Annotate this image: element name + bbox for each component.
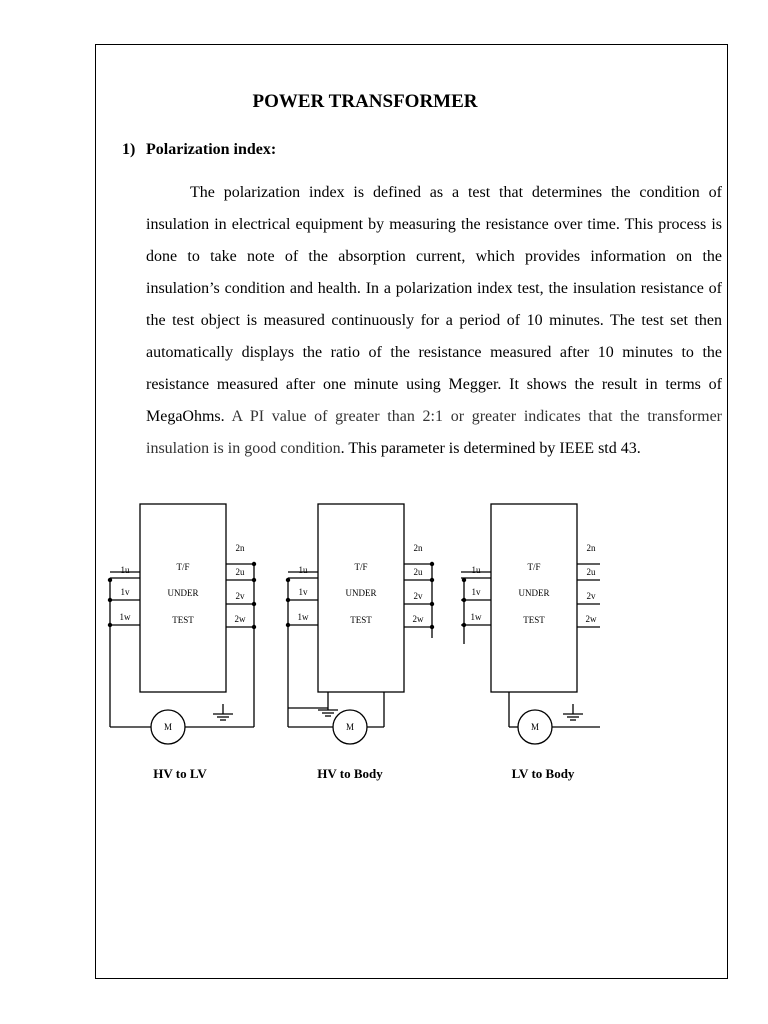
- body-paragraph: [146, 177, 722, 465]
- hv-terminal-label-1w: 1w: [470, 612, 482, 622]
- terminal-dot: [108, 598, 112, 602]
- box-label-tf: T/F: [176, 562, 190, 572]
- lv-terminal-label-2v: 2v: [235, 591, 245, 601]
- box-label-test: TEST: [523, 615, 545, 625]
- lv-terminal-label-2v: 2v: [413, 591, 423, 601]
- box-label-test: TEST: [172, 615, 194, 625]
- paragraph-end: . This parameter is determined by IEEE std 43.: [340, 440, 641, 457]
- lv-terminal-label-2u: 2u: [413, 567, 423, 577]
- meter-label: M: [530, 722, 540, 732]
- terminal-dot: [252, 602, 256, 606]
- terminal-dot: [108, 623, 112, 627]
- lv-terminal-label-2w: 2w: [585, 614, 597, 624]
- hv-terminal-label-1u: 1u: [298, 565, 308, 575]
- hv-terminal-label-1v: 1v: [120, 587, 130, 597]
- terminal-dot: [286, 623, 290, 627]
- box-label-under: UNDER: [518, 588, 550, 598]
- box-label-under: UNDER: [167, 588, 199, 598]
- terminal-dot: [286, 598, 290, 602]
- page-title: POWER TRANSFORMER: [252, 91, 478, 112]
- terminal-dot: [286, 578, 290, 582]
- hv-terminal-label-1u: 1u: [471, 565, 481, 575]
- lv-terminal-label-2v: 2v: [586, 591, 596, 601]
- section-heading: [122, 141, 276, 159]
- lv-terminal-label-2n: 2n: [235, 543, 245, 553]
- lv-terminal-label-2n: 2n: [413, 543, 423, 553]
- transformer-box: [140, 504, 226, 692]
- terminal-dot: [430, 562, 434, 566]
- lv-terminal-label-2u: 2u: [235, 567, 245, 577]
- lv-terminal-label-2w: 2w: [234, 614, 246, 624]
- box-label-test: TEST: [350, 615, 372, 625]
- meter-label: M: [345, 722, 355, 732]
- hv-terminal-label-1w: 1w: [119, 612, 131, 622]
- hv-terminal-label-1u: 1u: [120, 565, 130, 575]
- transformer-box: [491, 504, 577, 692]
- caption-1: HV to LV: [153, 766, 207, 781]
- transformer-box: [318, 504, 404, 692]
- box-label-tf: T/F: [354, 562, 368, 572]
- hv-terminal-label-1v: 1v: [298, 587, 308, 597]
- terminal-dot: [108, 578, 112, 582]
- terminal-dot: [430, 578, 434, 582]
- box-label-tf: T/F: [527, 562, 541, 572]
- caption-3: LV to Body: [511, 766, 575, 781]
- terminal-dot: [252, 562, 256, 566]
- meter-label: M: [163, 722, 173, 732]
- terminal-dot: [252, 578, 256, 582]
- terminal-dot: [430, 602, 434, 606]
- polarization-test-diagram: [100, 496, 600, 796]
- section-number: 1): [122, 141, 136, 158]
- lv-terminal-label-2n: 2n: [586, 543, 596, 553]
- caption-2: HV to Body: [317, 766, 383, 781]
- terminal-dot: [252, 625, 256, 629]
- lv-terminal-label-2u: 2u: [586, 567, 596, 577]
- terminal-dot: [430, 625, 434, 629]
- paragraph-main: The polarization index is defined as a test that determines the condition of insulation in electrical equipment by measuring the resistance over time. This process is done to take note of the absorption current, which provides information on the insulation’s condition and health. In a polarization index test, the insulation resistance of the test object is measured continuously for a period of 10 minutes. The test set then automatically displays the ratio of the resistance measured after 10 minutes to the resistance measured after one minute using Megger. It shows the result in terms of MegaOhms.: [146, 184, 722, 425]
- paragraph-pi-value: A PI value of greater than 2:1 or greater indicates that the transformer insulation is in good condition: [146, 408, 722, 457]
- box-label-under: UNDER: [345, 588, 377, 598]
- hv-terminal-label-1w: 1w: [297, 612, 309, 622]
- section-heading-text: Polarization index:: [146, 141, 277, 158]
- hv-terminal-label-1v: 1v: [471, 587, 481, 597]
- lv-terminal-label-2w: 2w: [412, 614, 424, 624]
